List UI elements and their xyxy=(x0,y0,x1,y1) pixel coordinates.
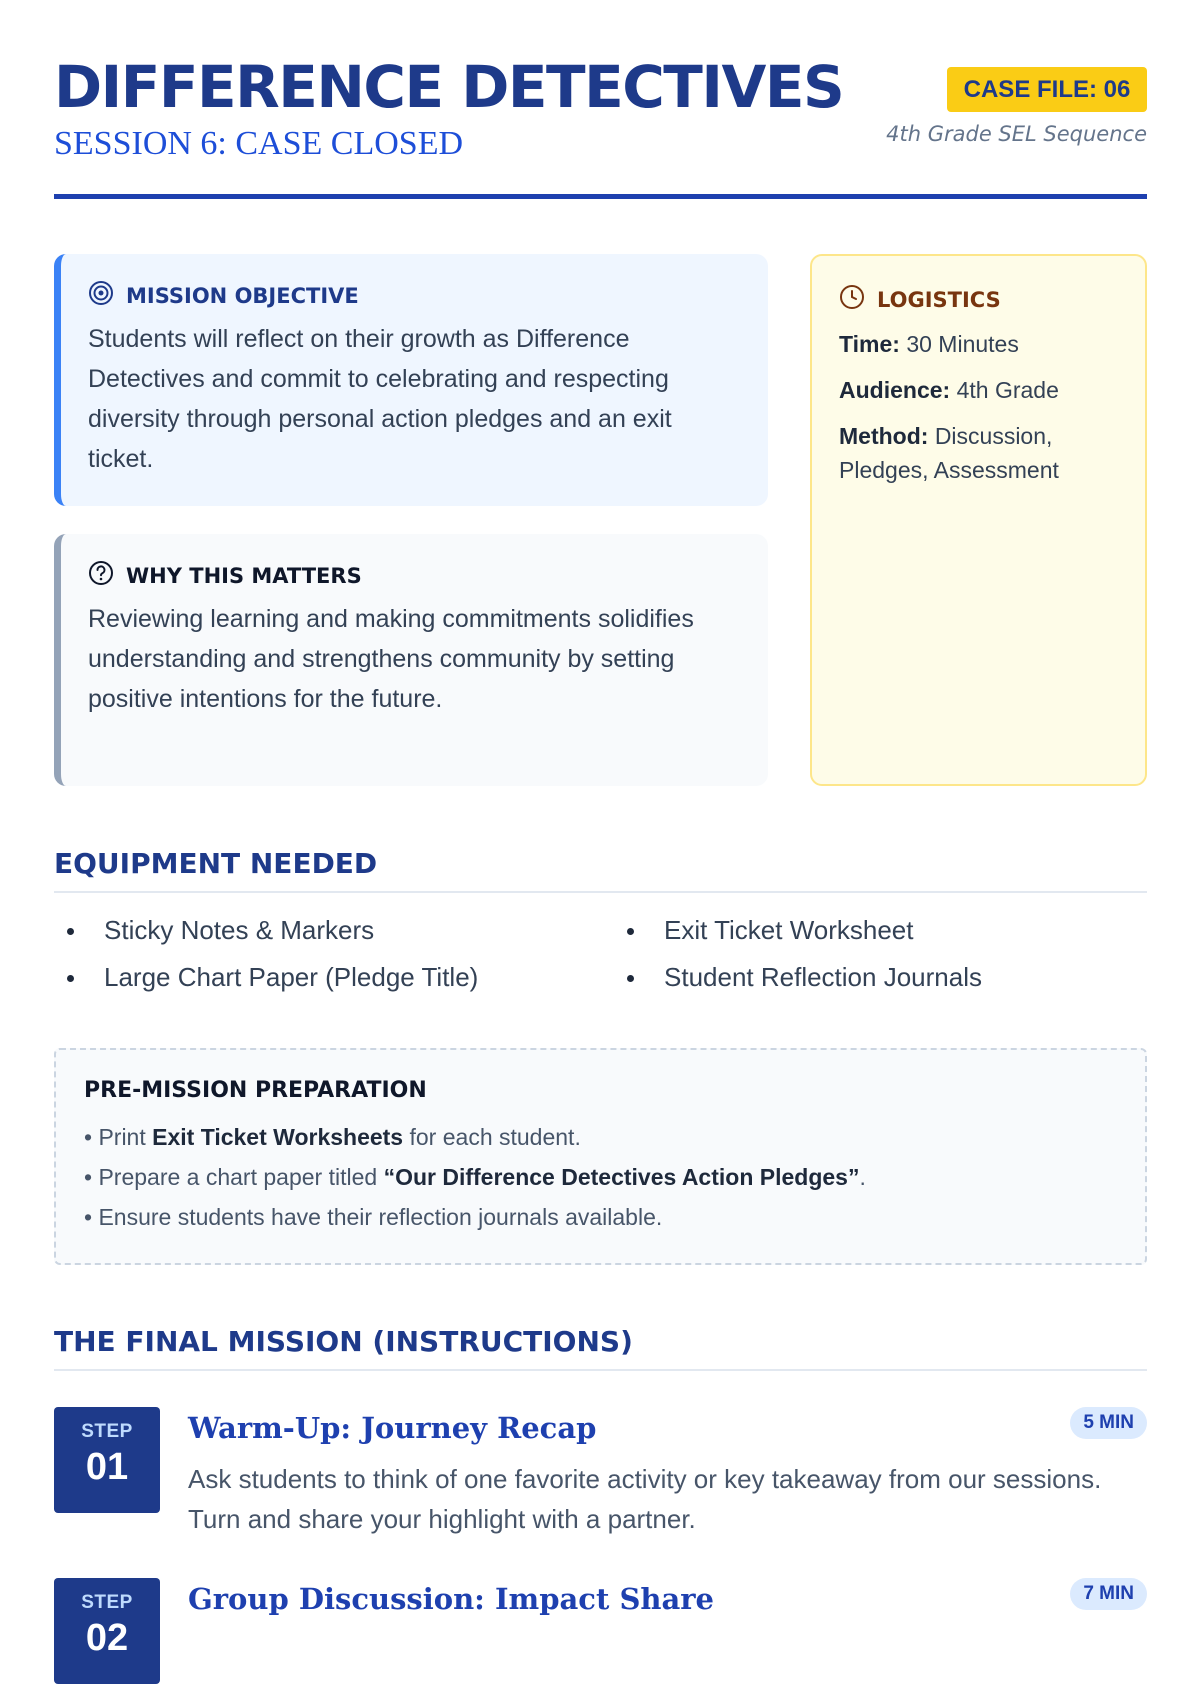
logistics-card xyxy=(810,254,1147,786)
prep-text: for each student. xyxy=(403,1124,581,1150)
session-subtitle: SESSION 6: CASE CLOSED xyxy=(54,125,464,162)
equipment-item: Large Chart Paper (Pledge Title) xyxy=(54,959,614,996)
why-heading: WHY THIS MATTERS xyxy=(126,563,362,588)
logistics-heading: LOGISTICS xyxy=(877,287,1001,312)
clock-icon xyxy=(839,284,865,315)
pre-mission-preparation-box xyxy=(54,1048,1147,1265)
time-label: Time: xyxy=(839,331,900,357)
why-text: Reviewing learning and making commitments solidifies understanding and strengthens community by setting positive intentions for the future. xyxy=(88,605,694,713)
prep-text: • Prepare a chart paper titled xyxy=(84,1164,384,1190)
prep-item xyxy=(84,1197,1117,1237)
step-description: Ask students to think of one favorite activity or key takeaway from our sessions. Turn and share your highlight with a partner. xyxy=(188,1464,1102,1534)
prep-item xyxy=(84,1157,1117,1197)
logistics-header xyxy=(839,284,1119,315)
why-header xyxy=(88,560,740,591)
prep-heading: PRE-MISSION PREPARATION xyxy=(84,1078,427,1103)
step-title: Warm-Up: Journey Recap xyxy=(188,1411,597,1445)
step-duration-badge: 7 MIN xyxy=(1070,1578,1147,1610)
header-divider xyxy=(54,194,1147,199)
why-this-matters-card xyxy=(54,534,768,786)
prep-text: • Ensure students have their reflection journals available. xyxy=(84,1204,663,1230)
prep-emphasis: “Our Difference Detectives Action Pledges” xyxy=(383,1164,860,1190)
time-value: 30 Minutes xyxy=(906,331,1019,357)
audience-value: 4th Grade xyxy=(956,377,1059,403)
step-number-box xyxy=(54,1407,160,1513)
step-duration-badge: 5 MIN xyxy=(1070,1407,1147,1439)
method-label: Method: xyxy=(839,423,929,449)
objective-heading: MISSION OBJECTIVE xyxy=(126,283,359,308)
logistics-audience xyxy=(839,373,1119,407)
prep-text: . xyxy=(859,1164,866,1190)
objective-header xyxy=(88,280,740,311)
prep-item xyxy=(84,1117,1117,1157)
header xyxy=(54,0,1147,200)
target-icon xyxy=(88,280,114,311)
case-file-badge: CASE FILE: 06 xyxy=(947,67,1147,112)
lesson-plan-page xyxy=(54,0,1147,1659)
prep-emphasis: Exit Ticket Worksheets xyxy=(152,1124,404,1150)
logistics-time xyxy=(839,327,1119,361)
step-number: 01 xyxy=(85,1446,129,1488)
grade-sequence-label: 4th Grade SEL Sequence xyxy=(886,122,1147,146)
audience-label: Audience: xyxy=(839,377,951,403)
step-title: Group Discussion: Impact Share xyxy=(188,1582,714,1616)
equipment-heading: EQUIPMENT NEEDED xyxy=(54,845,1147,893)
step-number: 02 xyxy=(85,1617,129,1659)
mission-objective-card xyxy=(54,254,768,506)
equipment-list xyxy=(54,912,1147,996)
page-title: DIFFERENCE DETECTIVES xyxy=(54,53,844,121)
step-label: STEP xyxy=(81,1592,133,1613)
equipment-item: Exit Ticket Worksheet xyxy=(614,912,1147,949)
question-circle-icon xyxy=(88,560,114,591)
final-mission-heading: THE FINAL MISSION (INSTRUCTIONS) xyxy=(54,1323,1147,1371)
objective-text: Students will reflect on their growth as Difference Detectives and commit to celebrating and respecting diversity through personal action pledges and an exit ticket. xyxy=(88,325,672,473)
equipment-item: Sticky Notes & Markers xyxy=(54,912,614,949)
step-number-box xyxy=(54,1578,160,1684)
prep-text: • Print xyxy=(84,1124,153,1150)
step-label: STEP xyxy=(81,1421,133,1442)
method-value: Discussion, Pledges, Assessment xyxy=(839,423,1059,483)
logistics-method xyxy=(839,419,1119,487)
equipment-item: Student Reflection Journals xyxy=(614,959,1147,996)
